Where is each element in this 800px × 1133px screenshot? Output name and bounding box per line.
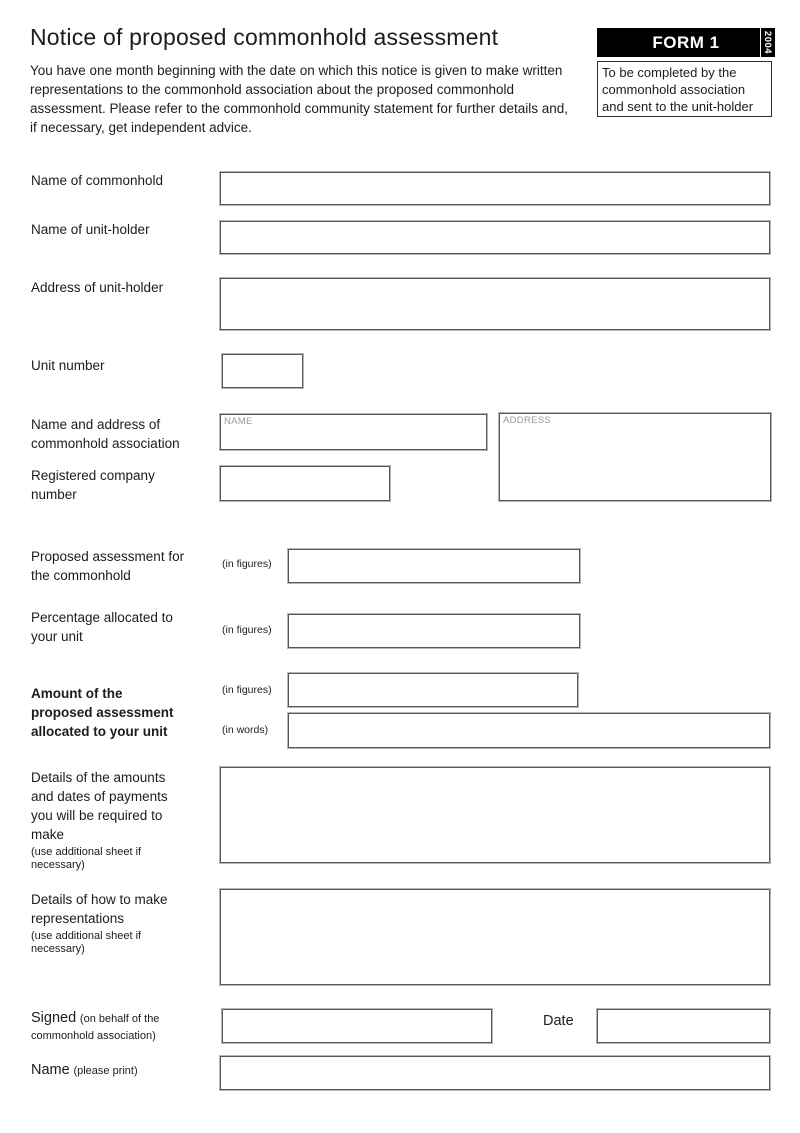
commonhold-name-input[interactable] [220, 172, 770, 205]
payment-details-note: (use additional sheet if necessary) [31, 846, 142, 871]
registered-company-number-label: Registered company number [31, 468, 155, 502]
amount-allocated-words-qualifier: (in words) [222, 724, 269, 736]
name-print-label: Name [31, 1062, 70, 1078]
percentage-allocated-input[interactable] [288, 614, 580, 648]
page-title: Notice of proposed commonhold assessment [30, 24, 499, 50]
representation-details-input[interactable] [220, 889, 770, 985]
representation-details-note: (use additional sheet if necessary) [31, 930, 142, 955]
amount-allocated-words-input[interactable] [288, 713, 770, 748]
date-label: Date [543, 1013, 574, 1029]
percentage-allocated-qualifier: (in figures) [222, 624, 272, 636]
unit-number-label: Unit number [31, 358, 105, 373]
amount-allocated-figures-qualifier: (in figures) [222, 684, 272, 696]
association-address-input[interactable] [499, 413, 771, 501]
form-year: 2004 [762, 30, 774, 55]
representation-details-label: Details of how to make representations [31, 892, 168, 926]
name-print-label-block [31, 1060, 231, 1081]
completion-note: To be completed by the commonhold association and sent to the unit-holder [597, 61, 772, 117]
form-number-badge [597, 28, 775, 57]
association-label: Name and address of commonhold association [31, 417, 180, 451]
unit-holder-name-input[interactable] [220, 221, 770, 254]
proposed-assessment-input[interactable] [288, 549, 580, 583]
payment-details-label-block [31, 768, 186, 872]
form-year-strip [760, 28, 775, 57]
amount-allocated-label: Amount of the proposed assessment allocated to your unit [31, 686, 174, 739]
proposed-assessment-label: Proposed assessment for the commonhold [31, 549, 185, 583]
unit-holder-name-label: Name of unit-holder [31, 222, 150, 237]
unit-number-input[interactable] [222, 354, 303, 388]
signed-label: Signed [31, 1010, 77, 1026]
commonhold-name-label: Name of commonhold [31, 173, 164, 188]
amount-allocated-figures-input[interactable] [288, 673, 578, 707]
percentage-allocated-label: Percentage allocated to your unit [31, 610, 173, 644]
date-input[interactable] [597, 1009, 770, 1043]
unit-holder-address-label: Address of unit-holder [31, 280, 164, 295]
association-name-input[interactable] [220, 414, 487, 450]
payment-details-input[interactable] [220, 767, 770, 863]
name-print-qualifier: (please print) [73, 1065, 138, 1077]
proposed-assessment-qualifier: (in figures) [222, 558, 272, 570]
payment-details-label: Details of the amounts and dates of payments you will be required to make [31, 770, 168, 842]
signed-label-block [31, 1010, 206, 1044]
unit-holder-address-input[interactable] [220, 278, 770, 330]
registered-company-number-input[interactable] [220, 466, 390, 501]
representation-details-label-block [31, 890, 186, 956]
name-print-input[interactable] [220, 1056, 770, 1090]
signed-qualifier: (on behalf of the commonhold association) [31, 1013, 160, 1042]
form-number-label: FORM 1 [652, 32, 720, 52]
intro-paragraph: You have one month beginning with the date on which this notice is given to make written representations to the commonhold association about the proposed commonhold assessment. Please refer to the commonhold community statement for further details and, if necessary, get independent advice. [30, 63, 569, 135]
signed-input[interactable] [222, 1009, 492, 1043]
